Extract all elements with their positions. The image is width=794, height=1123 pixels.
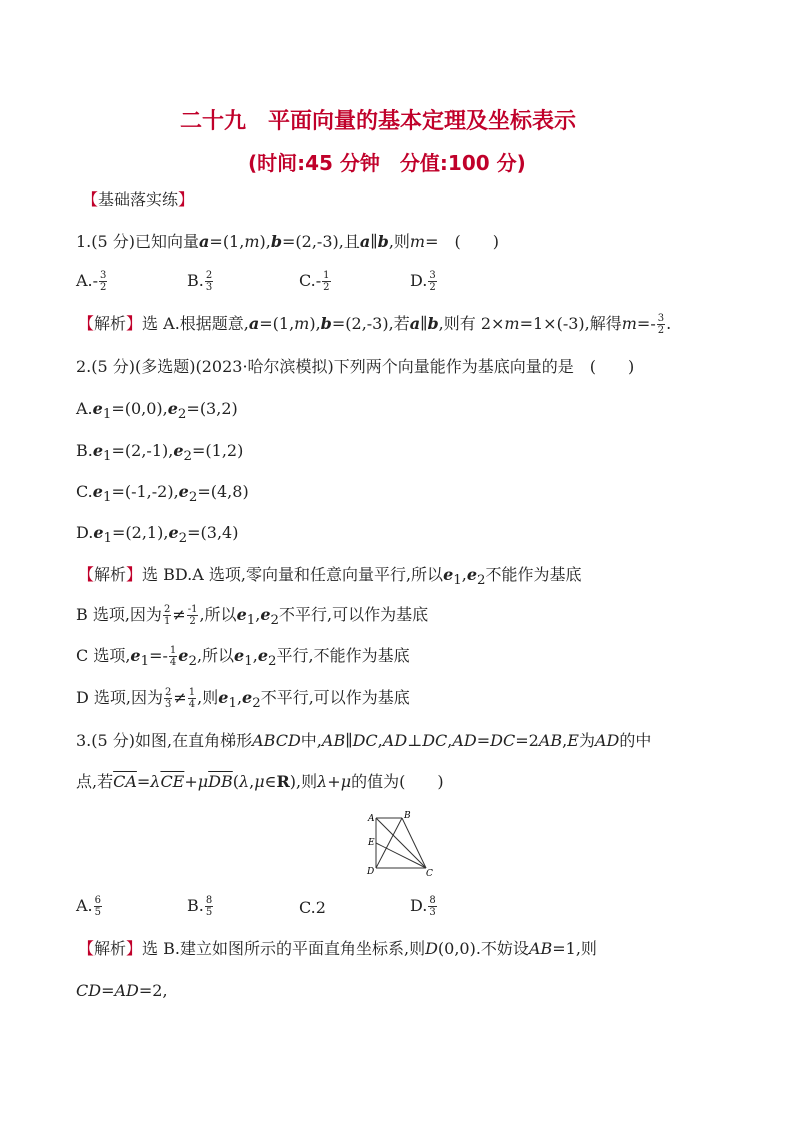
numerator: 8 [429, 895, 436, 906]
subscript: 2 [268, 654, 277, 670]
numerator: 2 [205, 270, 213, 281]
fraction [428, 895, 436, 918]
analysis-tag: 解析 [94, 565, 127, 584]
q3-text: 中, [300, 731, 322, 750]
q3-text: ( [232, 772, 240, 791]
q1-text: 1.(5 分)已知向量 [76, 232, 200, 251]
numerator: 1 [323, 270, 330, 281]
q3-option-d [410, 895, 438, 918]
segment-ac [376, 818, 426, 868]
var-lambda: λ [317, 772, 328, 791]
q1-text: ,则 [388, 232, 410, 251]
subscript: 1 [102, 407, 112, 423]
q1-option-b [187, 270, 214, 293]
var-ad: AD [382, 731, 408, 750]
q3-text: , [249, 772, 255, 791]
option-label: B. [76, 441, 93, 460]
numerator: 3 [657, 313, 665, 324]
vector-a: a [359, 232, 371, 251]
vector-e: e [218, 688, 229, 707]
option-label: C. [76, 482, 93, 501]
q3-text: =2 [515, 731, 539, 750]
vector-e: e [167, 399, 178, 418]
vector-e: e [93, 523, 104, 542]
subscript: 1 [244, 654, 253, 670]
option-text: =(0,0), [111, 399, 168, 418]
q3-text: , [562, 731, 568, 750]
analysis-tag: 解析 [94, 314, 127, 333]
vector-e: e [92, 482, 103, 501]
analysis-text: =- [636, 314, 656, 333]
analysis-text: 不能作为基底 [485, 565, 582, 584]
numerator: -1 [187, 604, 198, 615]
vector-e: e [92, 399, 103, 418]
denominator: 2 [189, 616, 196, 627]
vector-ce: $\overline{CE}$ [160, 772, 185, 791]
label-b: B [404, 811, 411, 821]
q2-stem: 2.(5 分)(多选题)(2023·哈尔滨模拟)下列两个向量能作为基底向量的是 ( ) [76, 357, 635, 376]
analysis-text: , [255, 605, 261, 624]
element-of-symbol: ∈ [264, 772, 277, 791]
not-equal-symbol: ≠ [173, 688, 187, 707]
q3-analysis-line1 [78, 938, 597, 960]
var-lambda: λ [239, 772, 250, 791]
option-label: A. [76, 896, 93, 915]
perp-symbol: ⊥ [407, 731, 423, 750]
denominator: 3 [205, 282, 213, 293]
q1-option-d [410, 270, 438, 293]
analysis-text: ,所以 [196, 646, 235, 665]
denominator: 2 [429, 282, 436, 293]
option-text: =(3,4) [187, 523, 239, 542]
q2-option-c [76, 481, 249, 509]
subscript: 2 [270, 613, 279, 629]
option-label: C.- [299, 271, 322, 290]
trapezoid-figure [360, 808, 440, 880]
subscript: 1 [453, 573, 462, 589]
option-text: =(1,2) [192, 441, 244, 460]
subscript: 1 [228, 696, 237, 712]
q3-text: 的值为( ) [351, 772, 444, 791]
q3-option-a [76, 895, 103, 918]
analysis-text: (0,0).不妨设 [437, 939, 529, 958]
analysis-bracket: 】 [126, 939, 143, 958]
var-mu: μ [197, 772, 209, 791]
page-title: 二十九 平面向量的基本定理及坐标表示 [180, 109, 577, 134]
subscript: 1 [246, 613, 256, 629]
vector-e: e [466, 565, 478, 584]
fraction [322, 270, 330, 293]
vector-a: a [409, 314, 421, 333]
vector-e: e [257, 646, 268, 665]
not-equal-symbol: ≠ [172, 605, 186, 624]
q1-text: =(2,-3),且 [282, 232, 360, 251]
q3-text: = [136, 772, 151, 791]
analysis-text: =2, [138, 981, 168, 1000]
analysis-text: = [101, 981, 115, 1000]
segment-bc [402, 818, 426, 868]
numerator: 2 [163, 604, 171, 615]
fraction [205, 895, 213, 918]
option-text: =(2,1), [112, 523, 169, 542]
q3-stem-line1 [76, 730, 651, 752]
subscript: 2 [188, 490, 198, 506]
option-label: D. [76, 523, 94, 542]
q2-analysis-line3 [76, 645, 410, 673]
vector-e: e [168, 523, 179, 542]
analysis-text: ,则 [197, 688, 219, 707]
vector-e: e [173, 441, 184, 460]
vector-e: e [92, 441, 104, 460]
var-e: E [567, 731, 579, 750]
option-text: =(2,-1), [111, 441, 174, 460]
option-label: B. [187, 271, 204, 290]
vector-e: e [236, 605, 247, 624]
var-m: m [244, 232, 260, 251]
vector-a: a [199, 232, 210, 251]
denominator: 2 [657, 325, 665, 336]
vector-e: e [242, 688, 253, 707]
analysis-bracket: 】 [126, 565, 143, 584]
section-bracket-close: 】 [178, 190, 195, 209]
q3-text: ),则 [289, 772, 318, 791]
analysis-text: 不平行,可以作为基底 [260, 688, 410, 707]
subscript: 1 [102, 490, 112, 506]
var-ad: AD [114, 981, 139, 1000]
subscript: 2 [177, 407, 187, 423]
numerator: 2 [165, 687, 172, 698]
var-ad: AD [594, 731, 620, 750]
analysis-text: =- [149, 646, 168, 665]
denominator: 5 [94, 907, 102, 918]
fraction [163, 604, 171, 627]
option-label: A. [76, 399, 93, 418]
fraction [428, 270, 436, 293]
denominator: 4 [188, 699, 196, 710]
segment-db [376, 818, 402, 868]
subscript: 2 [178, 531, 188, 547]
fraction [99, 270, 107, 293]
analysis-text: ,所以 [199, 605, 237, 624]
vector-b: b [427, 314, 439, 333]
vector-e: e [130, 646, 141, 665]
analysis-text: =(1, [259, 314, 295, 333]
label-e: E [368, 838, 375, 848]
var-ad: AD [452, 731, 477, 750]
vector-e: e [260, 605, 271, 624]
subscript: 1 [140, 654, 150, 670]
var-dc: DC [352, 731, 378, 750]
vector-b: b [320, 314, 332, 333]
q1-text: ), [259, 232, 271, 251]
reals-symbol: R [276, 772, 290, 791]
fraction [205, 270, 213, 293]
var-m: m [294, 314, 310, 333]
analysis-bracket: 【 [78, 314, 95, 333]
q3-text: = [476, 731, 491, 750]
analysis-bracket: 】 [126, 314, 143, 333]
denominator: 2 [100, 282, 107, 293]
parallel-symbol: ∥ [345, 731, 353, 750]
parallel-symbol: ∥ [420, 314, 428, 333]
q2-option-b [76, 440, 243, 468]
section-bracket-open: 【 [82, 190, 99, 209]
subscript: 2 [188, 654, 197, 670]
q3-text: , [377, 731, 383, 750]
page-subtitle: (时间:45 分钟 分值:100 分) [248, 151, 526, 175]
vector-ca: $\overline{CA}$ [113, 772, 137, 791]
var-ab: AB [321, 731, 346, 750]
var-m: m [409, 232, 426, 251]
var-dc: DC [490, 731, 516, 750]
option-label: B. [187, 896, 204, 915]
analysis-text: 选 B.建立如图所示的平面直角坐标系,则 [142, 939, 426, 958]
denominator: 5 [205, 907, 213, 918]
vector-a: a [248, 314, 260, 333]
analysis-text: 平行,不能作为基底 [276, 646, 410, 665]
q2-analysis-line1 [78, 564, 582, 592]
fraction [657, 313, 665, 336]
q1-text: =(1, [209, 232, 245, 251]
analysis-text: 选 A.根据题意, [142, 314, 249, 333]
q3-text: + [184, 772, 198, 791]
vector-e: e [178, 646, 189, 665]
analysis-text: D 选项,因为 [76, 688, 164, 707]
q3-text: 3.(5 分)如图,在直角梯形 [76, 731, 253, 750]
var-dc: DC [422, 731, 448, 750]
q1-analysis [78, 313, 671, 336]
numerator: 1 [169, 645, 177, 656]
denominator: 2 [323, 282, 330, 293]
q2-option-a [76, 398, 238, 426]
vector-b: b [377, 232, 389, 251]
denominator: 3 [429, 907, 436, 918]
vector-e: e [443, 565, 454, 584]
q3-option-c: C.2 [299, 898, 326, 917]
analysis-text: =1,则 [552, 939, 597, 958]
analysis-text: 选 BD.A 选项,零向量和任意向量平行,所以 [142, 565, 444, 584]
numerator: 8 [205, 895, 213, 906]
fraction [188, 687, 196, 710]
var-ab: AB [538, 731, 563, 750]
q1-option-c [299, 270, 332, 293]
analysis-bracket: 【 [78, 939, 95, 958]
numerator: 3 [100, 270, 107, 281]
option-text: =(4,8) [197, 482, 249, 501]
label-a: A [368, 814, 375, 824]
q3-text: + [327, 772, 341, 791]
numerator: 1 [188, 687, 196, 698]
q3-text: 为 [578, 731, 595, 750]
q3-analysis-line2 [76, 980, 168, 1002]
subscript: 2 [477, 573, 486, 589]
var-m: m [621, 314, 637, 333]
denominator: 1 [163, 616, 171, 627]
var-d: D [425, 939, 438, 958]
subscript: 2 [183, 449, 193, 465]
analysis-text: , [236, 688, 243, 707]
analysis-tag: 解析 [94, 939, 127, 958]
fraction [187, 604, 199, 627]
fraction [164, 687, 172, 710]
analysis-text: , [252, 646, 258, 665]
option-text: =(-1,-2), [111, 482, 179, 501]
vector-b: b [270, 232, 283, 251]
var-ab: AB [528, 939, 553, 958]
analysis-text: ,则有 2× [438, 314, 505, 333]
q3-stem-line2 [76, 771, 444, 793]
analysis-text: , [461, 565, 467, 584]
q2-analysis-line2 [76, 604, 428, 632]
analysis-text: . [666, 314, 672, 333]
q2-option-d [76, 522, 238, 550]
var-m: m [504, 314, 520, 333]
q3-text: 的中 [619, 731, 652, 750]
var-mu: μ [340, 772, 352, 791]
numerator: 6 [94, 895, 102, 906]
fraction [94, 895, 102, 918]
denominator: 4 [169, 657, 177, 668]
label-c: C [426, 869, 433, 879]
option-label: A.- [76, 271, 99, 290]
denominator: 3 [165, 699, 172, 710]
q3-option-b [187, 895, 214, 918]
q3-text: 点,若 [76, 772, 114, 791]
section-header [82, 189, 194, 211]
analysis-text: =(2,-3),若 [331, 314, 410, 333]
parallel-symbol: ∥ [370, 232, 378, 251]
q1-option-a [76, 270, 108, 293]
analysis-bracket: 【 [78, 565, 95, 584]
option-text: =(3,2) [186, 399, 238, 418]
subscript: 2 [252, 696, 261, 712]
subscript: 1 [103, 449, 112, 465]
analysis-text: B 选项,因为 [76, 605, 162, 624]
trapezoid-lines [376, 818, 426, 868]
q3-text: , [447, 731, 453, 750]
q1-stem [76, 231, 499, 253]
segment-ec [376, 843, 426, 868]
option-label: D. [410, 271, 428, 290]
var-mu: μ [254, 772, 265, 791]
fraction [169, 645, 177, 668]
analysis-text: =1×(-3),解得 [519, 314, 622, 333]
vector-e: e [178, 482, 189, 501]
analysis-text: ), [309, 314, 321, 333]
analysis-text: C 选项, [76, 646, 131, 665]
var-abcd: ABCD [252, 731, 301, 750]
section-label: 基础落实练 [98, 190, 179, 209]
vector-db: $\overline{DB}$ [208, 772, 233, 791]
analysis-text: 不平行,可以作为基底 [279, 605, 429, 624]
q2-analysis-line4 [76, 687, 410, 715]
subscript: 1 [103, 531, 113, 547]
label-d: D [367, 867, 375, 877]
numerator: 3 [429, 270, 436, 281]
answer-blank: = ( ) [425, 232, 499, 251]
var-cd: CD [76, 981, 102, 1000]
vector-e: e [234, 646, 245, 665]
var-lambda: λ [150, 772, 161, 791]
option-label: D. [410, 896, 428, 915]
